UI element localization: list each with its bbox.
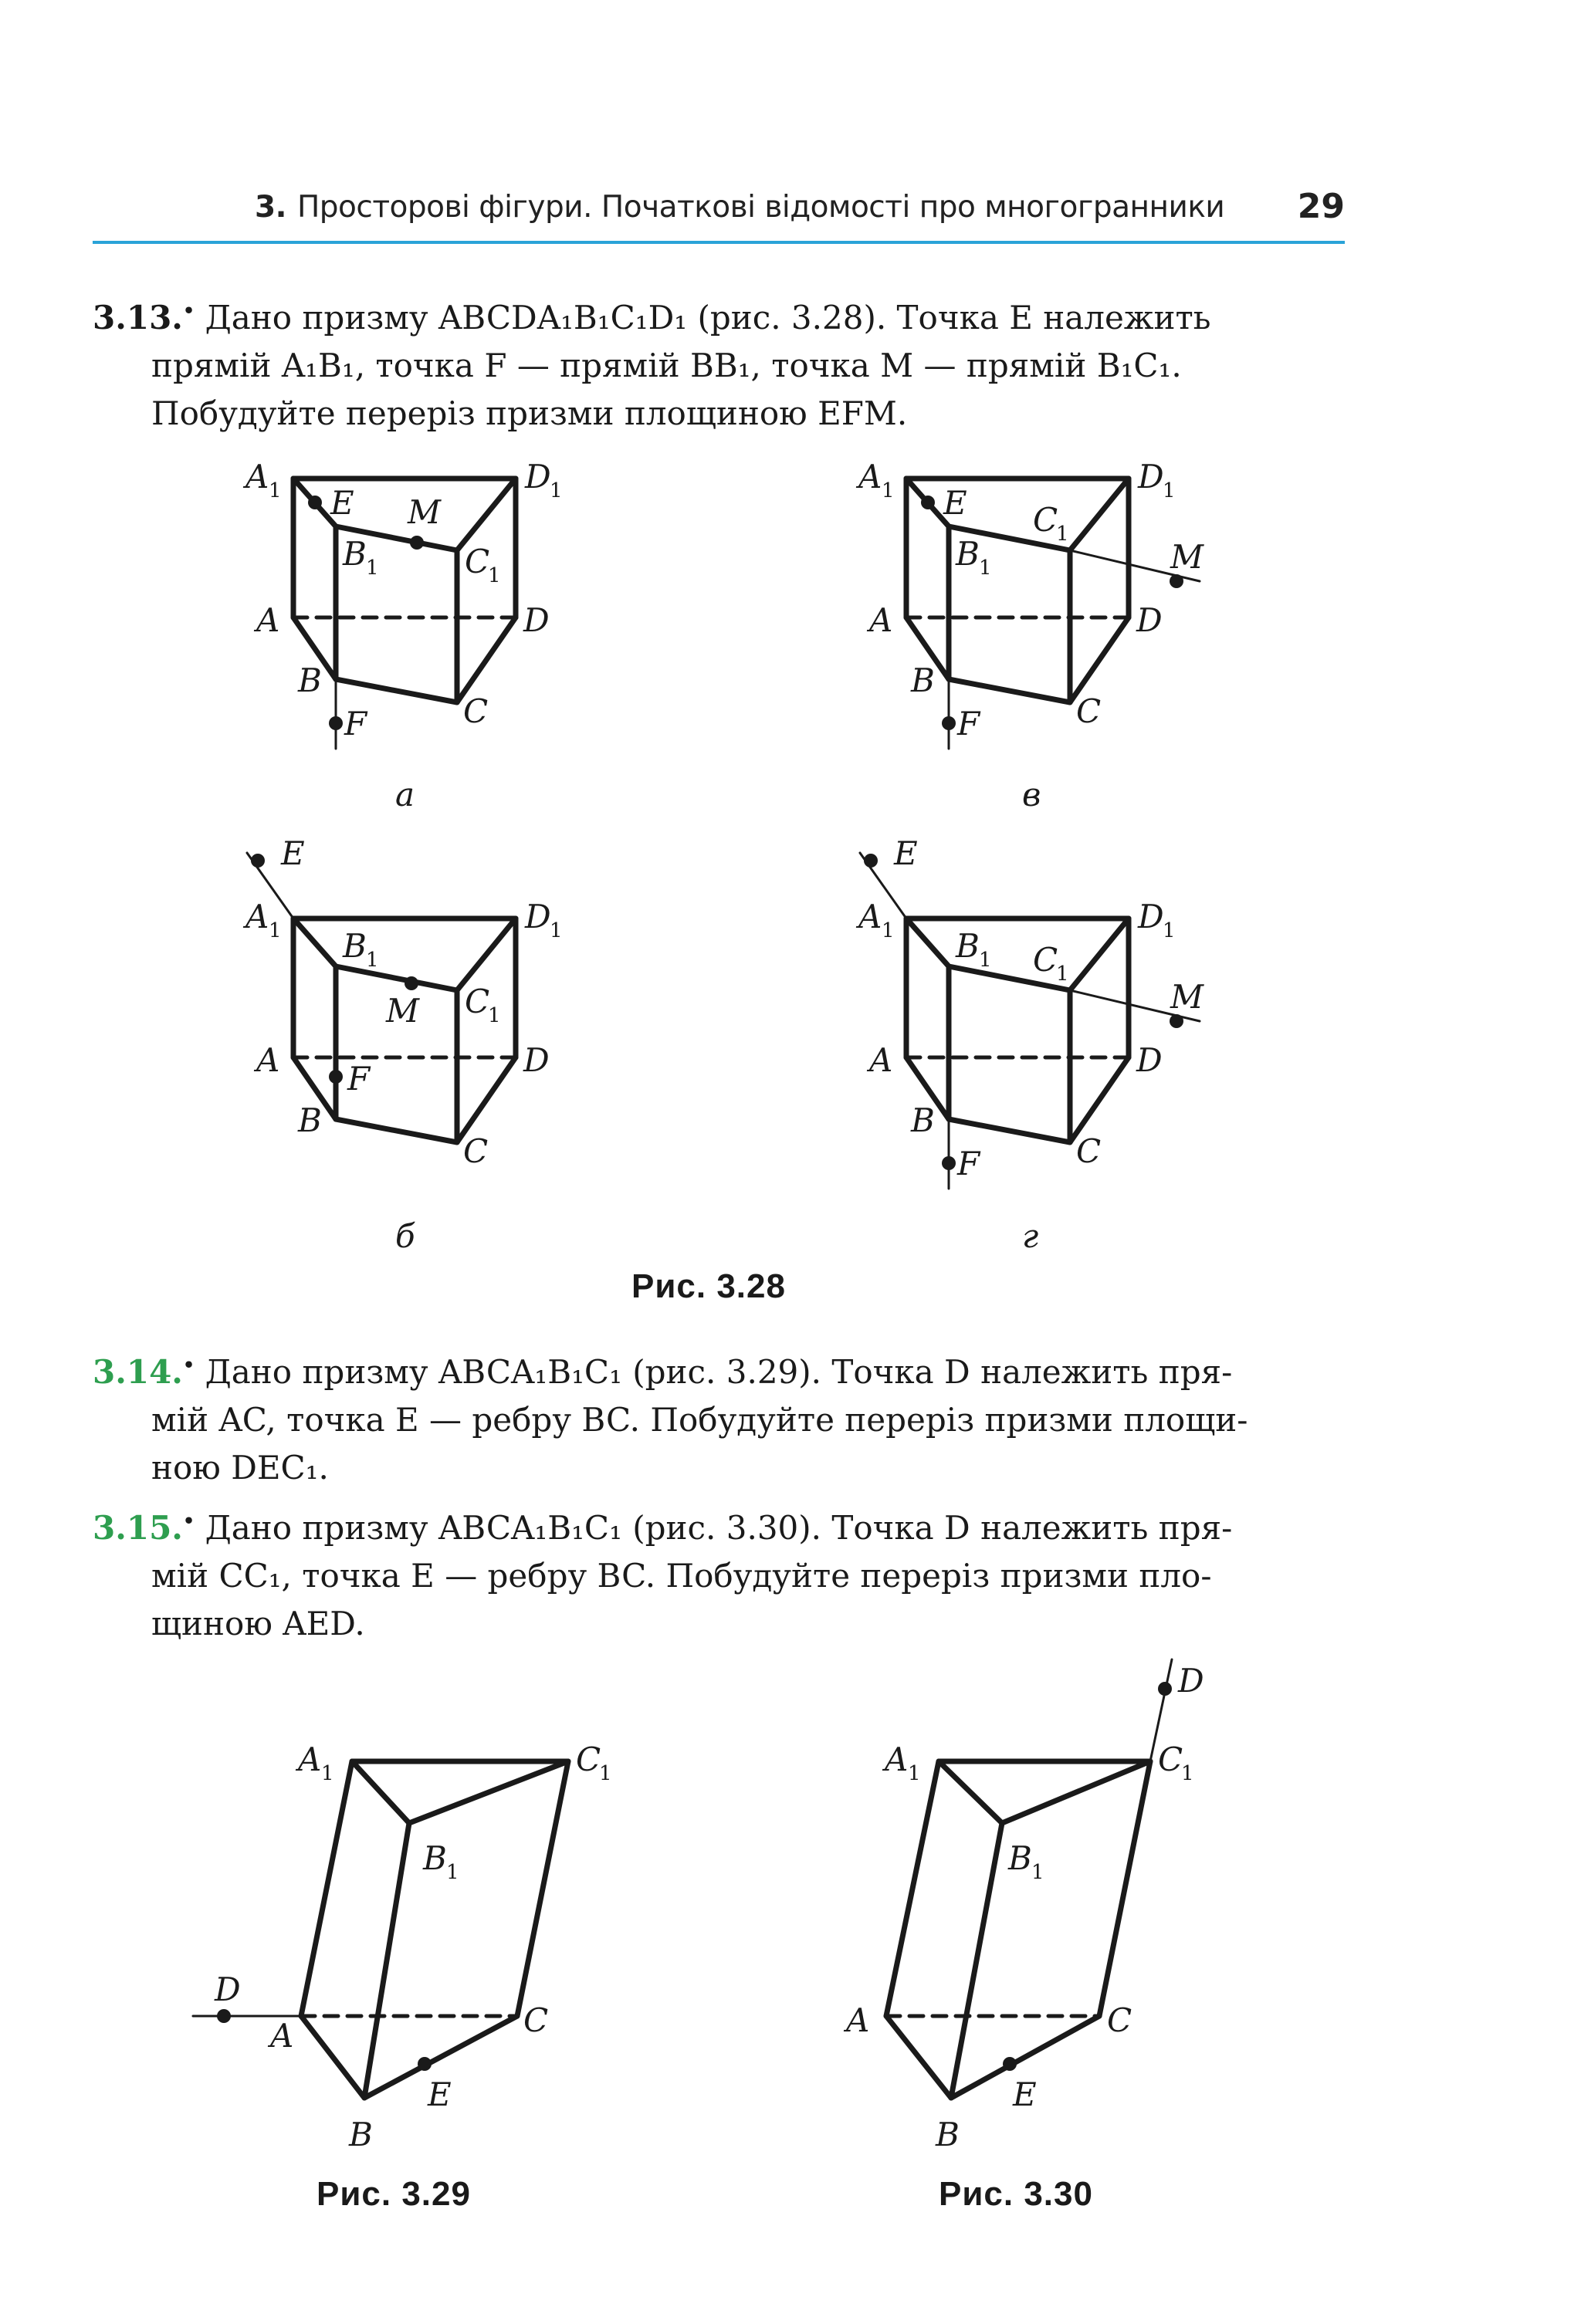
svg-text:1: 1 — [1031, 1861, 1044, 1884]
problem-3-13: 3.13.• Дано призму ABCDA₁B₁C₁D₁ (рис. 3.28). Точка E належить прямій A₁B₁, точка F — прямій BB₁, точка M — прямій B₁C₁. Побудуйте переріз призми площиною EFM. — [93, 287, 1345, 438]
svg-text:D: D — [523, 1041, 550, 1079]
problem-number: 3.14. — [93, 1353, 183, 1391]
prism-3-29 — [193, 1761, 568, 2098]
svg-text:A: A — [885, 1740, 909, 1778]
figure-caption: Рис. 3.30 — [939, 2175, 1093, 2213]
svg-text:E: E — [1013, 2075, 1037, 2113]
svg-text:1: 1 — [979, 949, 992, 972]
svg-text:C: C — [465, 983, 490, 1020]
svg-text:B: B — [349, 2116, 373, 2153]
svg-text:B: B — [423, 1839, 447, 1877]
svg-text:D: D — [523, 601, 550, 639]
svg-text:B: B — [936, 2116, 960, 2153]
problem-text-line: мій CC₁, точка E — ребру BC. Побудуйте переріз призми пло- — [151, 1557, 1212, 1595]
svg-text:M: M — [386, 992, 420, 1030]
problem-text-line: мій AC, точка E — ребру BC. Побудуйте переріз призми площи- — [151, 1401, 1248, 1439]
svg-text:C: C — [523, 2001, 549, 2039]
problem-text-line: Дано призму ABCDA₁B₁C₁D₁ (рис. 3.28). Точка E належить — [205, 299, 1211, 337]
svg-text:M: M — [1170, 978, 1204, 1016]
problem-number: 3.13. — [93, 299, 183, 337]
figure-caption: Рис. 3.29 — [317, 2175, 471, 2213]
problem-text-line: щиною AED. — [151, 1605, 365, 1642]
svg-text:1: 1 — [269, 919, 282, 942]
svg-text:1: 1 — [1163, 479, 1176, 502]
svg-text:E: E — [281, 834, 305, 872]
figure-caption: Рис. 3.28 — [631, 1267, 786, 1305]
svg-text:D: D — [1136, 1041, 1163, 1079]
svg-text:C: C — [1076, 692, 1102, 730]
problem-number: 3.15. — [93, 1509, 183, 1547]
problem-text-line: ною DEC₁. — [151, 1449, 329, 1487]
svg-text:B: B — [298, 1101, 322, 1139]
problem-text-line: Дано призму ABCA₁B₁C₁ (рис. 3.30). Точка D належить пря- — [205, 1509, 1233, 1547]
problem-text-line: прямій A₁B₁, точка F — прямій BB₁, точка M — прямій B₁C₁. — [151, 347, 1182, 384]
svg-text:F: F — [957, 705, 980, 743]
svg-text:D: D — [1136, 601, 1163, 639]
svg-text:A: A — [298, 1740, 322, 1778]
svg-text:C: C — [463, 1132, 489, 1170]
svg-text:F: F — [344, 705, 367, 743]
svg-text:D: D — [1178, 1662, 1204, 1700]
svg-text:1: 1 — [1056, 962, 1069, 986]
page-header — [93, 184, 1345, 245]
subfigure-label: г — [1022, 1217, 1039, 1255]
svg-text:C: C — [576, 1740, 601, 1778]
svg-text:D: D — [525, 458, 551, 496]
svg-text:A: A — [270, 2017, 294, 2055]
svg-text:A: A — [256, 1041, 280, 1079]
svg-text:C: C — [1076, 1132, 1102, 1170]
svg-text:1: 1 — [488, 1004, 501, 1027]
svg-text:A: A — [256, 601, 280, 639]
svg-text:B: B — [343, 535, 367, 573]
svg-text:1: 1 — [550, 919, 563, 942]
header-divider — [93, 241, 1345, 244]
svg-text:M: M — [408, 493, 442, 531]
figure-3-28 — [0, 432, 1581, 1250]
svg-text:A: A — [858, 458, 882, 496]
subfigure-label: б — [395, 1217, 415, 1255]
svg-text:C: C — [1107, 2001, 1132, 2039]
svg-text:D: D — [1138, 898, 1164, 935]
svg-text:A: A — [869, 601, 893, 639]
svg-text:1: 1 — [366, 949, 379, 972]
svg-text:D: D — [215, 1970, 241, 2008]
svg-text:C: C — [463, 692, 489, 730]
svg-text:C: C — [1033, 941, 1058, 979]
svg-text:1: 1 — [882, 919, 895, 942]
svg-text:C: C — [1158, 1740, 1183, 1778]
svg-text:1: 1 — [321, 1762, 334, 1785]
subfigure-label: в — [1022, 776, 1041, 814]
svg-text:B: B — [956, 535, 980, 573]
svg-text:E: E — [428, 2075, 452, 2113]
chapter-title: 3. Просторові фігури. Початкові відомості про многогранники — [255, 190, 1225, 225]
svg-text:1: 1 — [1181, 1762, 1194, 1785]
svg-text:E: E — [894, 834, 918, 872]
svg-text:B: B — [298, 661, 322, 699]
svg-text:1: 1 — [979, 556, 992, 580]
svg-text:F: F — [347, 1060, 371, 1098]
svg-text:1: 1 — [488, 564, 501, 587]
page-number: 29 — [1297, 187, 1345, 226]
svg-text:B: B — [911, 661, 935, 699]
svg-text:1: 1 — [599, 1762, 612, 1785]
svg-text:A: A — [846, 2001, 870, 2039]
svg-text:B: B — [1008, 1839, 1032, 1877]
subfigure-label: а — [395, 776, 415, 814]
svg-text:F: F — [957, 1145, 980, 1182]
svg-text:1: 1 — [882, 479, 895, 502]
svg-text:C: C — [1033, 501, 1058, 539]
problem-3-15: 3.15.• Дано призму ABCA₁B₁C₁ (рис. 3.30). Точка D належить пря- мій CC₁, точка E — ребру BC. Побудуйте переріз призми пло- щиною AED. — [93, 1497, 1345, 1648]
svg-text:E: E — [943, 484, 967, 522]
svg-text:1: 1 — [1163, 919, 1176, 942]
problem-3-14: 3.14.• Дано призму ABCA₁B₁C₁ (рис. 3.29). Точка D належить пря- мій AC, точка E — ребру BC. Побудуйте переріз призми площи- ною DEC₁. — [93, 1341, 1345, 1492]
svg-text:A: A — [869, 1041, 893, 1079]
svg-text:D: D — [525, 898, 551, 935]
svg-text:B: B — [911, 1101, 935, 1139]
svg-text:B: B — [956, 927, 980, 965]
svg-text:1: 1 — [366, 556, 379, 580]
svg-text:A: A — [245, 458, 269, 496]
svg-text:E: E — [330, 484, 354, 522]
svg-text:1: 1 — [908, 1762, 921, 1785]
svg-text:1: 1 — [550, 479, 563, 502]
svg-text:M: M — [1170, 538, 1204, 576]
svg-text:A: A — [858, 898, 882, 935]
svg-text:B: B — [343, 927, 367, 965]
svg-text:D: D — [1138, 458, 1164, 496]
svg-text:A: A — [245, 898, 269, 935]
svg-text:C: C — [465, 543, 490, 580]
svg-text:1: 1 — [1056, 523, 1069, 546]
svg-text:1: 1 — [446, 1861, 459, 1884]
problem-text-line: Побудуйте переріз призми площиною EFM. — [151, 394, 908, 432]
figure-3-29-3-30 — [0, 1644, 1581, 2184]
problem-text-line: Дано призму ABCA₁B₁C₁ (рис. 3.29). Точка D належить пря- — [205, 1353, 1233, 1391]
svg-text:1: 1 — [269, 479, 282, 502]
